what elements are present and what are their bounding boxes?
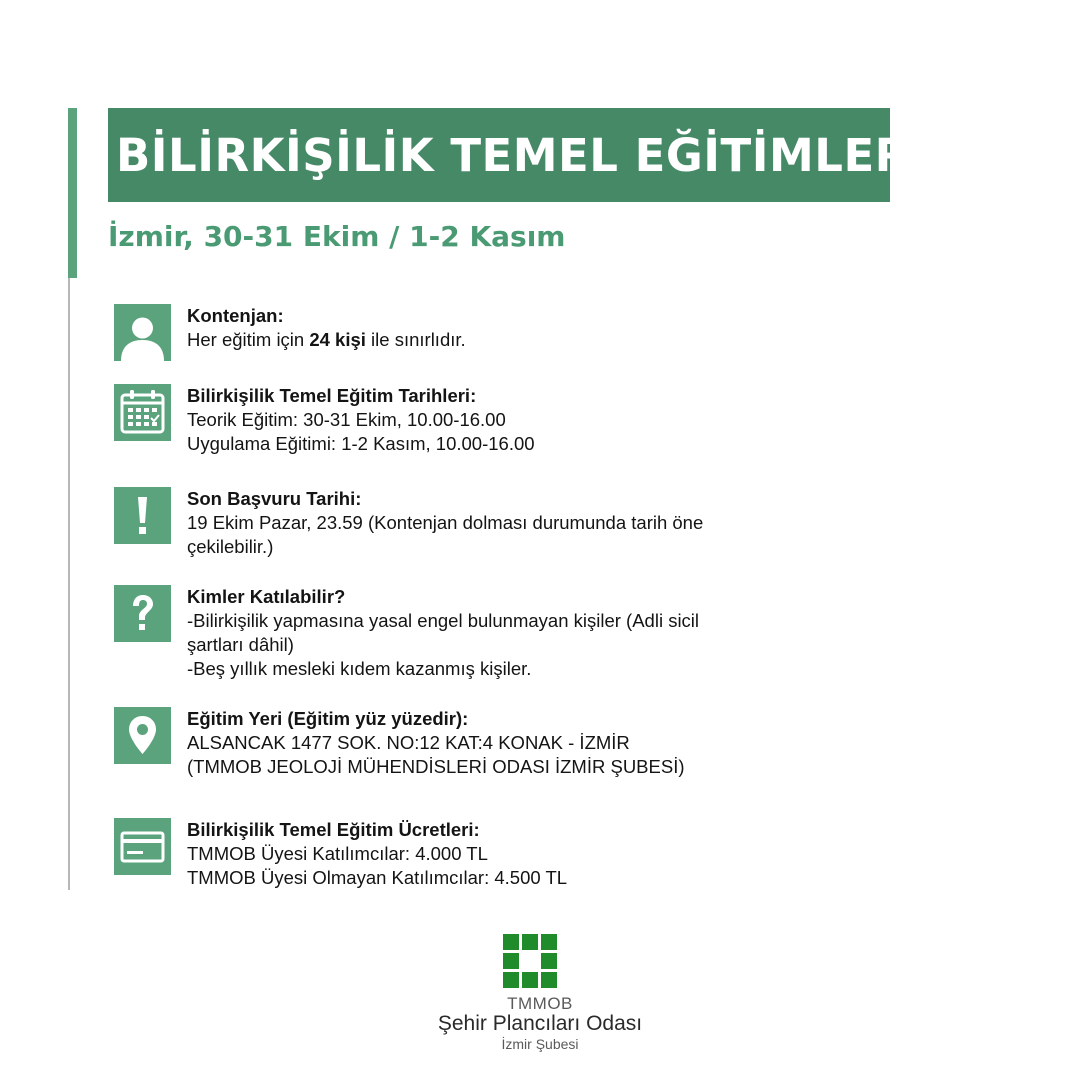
person-icon [114, 304, 171, 361]
item-line: 19 Ekim Pazar, 23.59 (Kontenjan dolması durumunda tarih öne [187, 512, 704, 533]
item-line: Teorik Eğitim: 30-31 Ekim, 10.00-16.00 [187, 409, 506, 430]
accent-bar [68, 108, 77, 278]
item-line: şartları dâhil) [187, 634, 294, 655]
info-item-location [114, 707, 814, 779]
info-item-dates [114, 384, 814, 456]
item-line: Her eğitim için 24 kişi ile sınırlıdır. [187, 329, 466, 350]
location-pin-icon [114, 707, 171, 764]
org-name: Şehir Plancıları Odası [437, 1012, 643, 1035]
item-heading: Kimler Katılabilir? [187, 586, 346, 607]
item-line: Uygulama Eğitimi: 1-2 Kasım, 10.00-16.00 [187, 433, 535, 454]
item-heading: Bilirkişilik Temel Eğitim Ücretleri: [187, 819, 480, 840]
info-item-deadline [114, 487, 814, 559]
item-line: -Beş yıllık mesleki kıdem kazanmış kişiler. [187, 658, 532, 679]
item-line: ALSANCAK 1477 SOK. NO:12 KAT:4 KONAK - İZMİR [187, 732, 630, 753]
exclamation-icon [114, 487, 171, 544]
item-heading: Bilirkişilik Temel Eğitim Tarihleri: [187, 385, 477, 406]
item-heading: Son Başvuru Tarihi: [187, 488, 362, 509]
info-item-eligibility [114, 585, 814, 681]
item-heading: Eğitim Yeri (Eğitim yüz yüzedir): [187, 708, 469, 729]
item-line: (TMMOB JEOLOJİ MÜHENDİSLERİ ODASI İZMİR ŞUBESİ) [187, 756, 685, 777]
org-short-name: TMMOB [507, 994, 573, 1013]
side-divider [68, 278, 70, 890]
info-item-fees [114, 818, 814, 890]
credit-card-icon [114, 818, 171, 875]
info-item-capacity [114, 304, 814, 361]
question-icon [114, 585, 171, 642]
title-banner [108, 108, 928, 202]
page-title: BİLİRKİŞİLİK TEMEL EĞİTİMLERİ [116, 128, 928, 182]
page-subtitle: İzmir, 30-31 Ekim / 1-2 Kasım [108, 220, 566, 253]
org-logo-mark [503, 934, 557, 988]
item-line: -Bilirkişilik yapmasına yasal engel bulunmayan kişiler (Adli sicil [187, 610, 700, 631]
item-heading: Kontenjan: [187, 305, 284, 326]
org-branch: İzmir Şubesi [501, 1036, 579, 1052]
item-line: TMMOB Üyesi Olmayan Katılımcılar: 4.500 TL [187, 867, 568, 888]
item-line: TMMOB Üyesi Katılımcılar: 4.000 TL [187, 843, 488, 864]
item-line: çekilebilir.) [187, 536, 274, 557]
calendar-icon [114, 384, 171, 441]
